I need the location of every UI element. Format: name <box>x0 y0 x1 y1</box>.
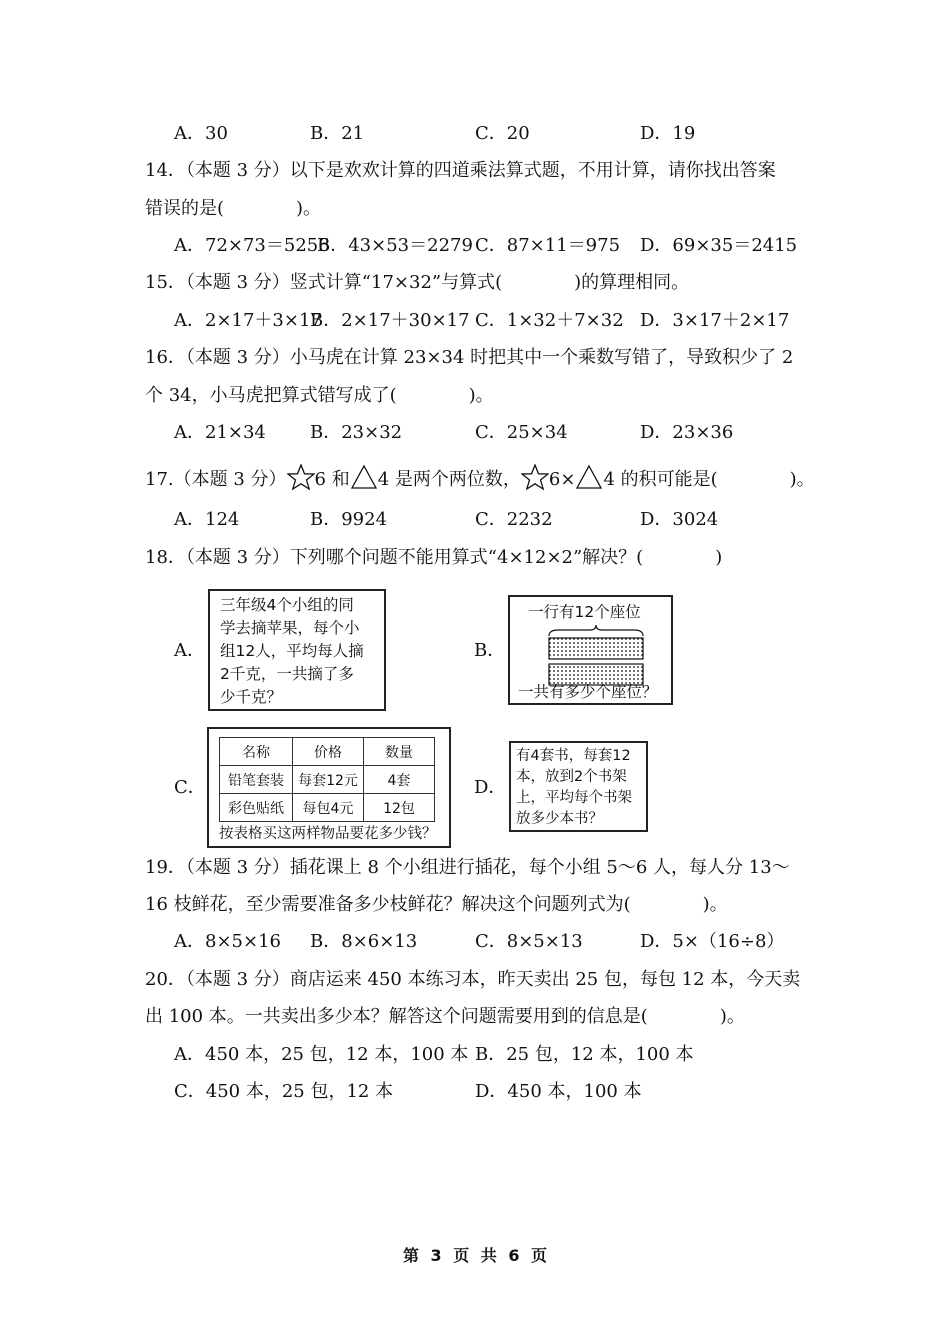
q17-part2: 4 是两个两位数， <box>377 469 521 490</box>
q20-option-b: B．25 包，12 本，100 本 <box>475 1044 694 1065</box>
q15-stem: 15．（本题 3 分）竖式计算“17×32”与算式( )的算理相同。 <box>145 272 690 293</box>
triangle-icon <box>575 464 603 490</box>
table-cell: 每套12元 <box>293 766 364 794</box>
q15-option-d: D．3×17＋2×17 <box>640 310 790 331</box>
box-a-line: 少千克？ <box>220 688 283 706</box>
q14-option-c: C．87×11＝975 <box>475 235 621 256</box>
table-row <box>220 794 435 822</box>
q17-part1: 6 和 <box>314 469 350 490</box>
table-header-row <box>220 738 435 766</box>
price-table <box>219 737 435 822</box>
table-header: 数量 <box>364 738 435 766</box>
q18-box-b <box>508 595 673 705</box>
table-header: 价格 <box>293 738 364 766</box>
q13-option-d: D．19 <box>640 123 696 144</box>
q16-stem-line1: 16．（本题 3 分）小马虎在计算 23×34 时把其中一个乘数写错了，导致积少了 2 <box>145 347 794 368</box>
q17-stem <box>145 464 815 492</box>
q13-option-c: C．20 <box>475 123 530 144</box>
table-cell: 彩色贴纸 <box>220 794 293 822</box>
q18-label-b: B． <box>474 640 506 661</box>
brace-icon <box>548 624 644 638</box>
box-d-line: 放多少本书？ <box>516 811 603 827</box>
q14-stem-line2: 错误的是( )。 <box>145 198 322 219</box>
table-cell: 4套 <box>364 766 435 794</box>
q14-option-a: A．72×73＝5256 <box>174 235 330 256</box>
q19-option-b: B．8×6×13 <box>310 931 418 952</box>
q16-stem-line2: 个 34，小马虎把算式错写成了( )。 <box>145 385 494 406</box>
star-icon <box>521 464 549 490</box>
q19-stem-line2: 16 枝鲜花，至少需要准备多少枝鲜花？解决这个问题列式为( )。 <box>145 894 728 915</box>
box-a-line: 三年级4个小组的同 <box>220 596 354 614</box>
box-b-top-text: 一行有12个座位 <box>528 603 641 621</box>
q18-box-a <box>208 589 386 711</box>
q17-part4: 4 的积可能是( )。 <box>603 469 815 490</box>
q14-stem-line1: 14．（本题 3 分）以下是欢欢计算的四道乘法算式题，不用计算，请你找出答案 <box>145 160 776 181</box>
q18-label-a: A． <box>174 640 205 661</box>
q19-stem-line1: 19．（本题 3 分）插花课上 8 个小组进行插花，每个小组 5～6 人，每人分 13～ <box>145 857 790 878</box>
q20-option-d: D．450 本，100 本 <box>475 1081 642 1102</box>
q19-option-c: C．8×5×13 <box>475 931 583 952</box>
q17-part3: 6× <box>548 469 576 490</box>
box-c-caption: 按表格买这两样物品要花多少钱？ <box>219 826 437 842</box>
q18-label-c: C． <box>174 777 206 798</box>
q15-option-c: C．1×32＋7×32 <box>475 310 624 331</box>
q18-label-d: D． <box>474 777 507 798</box>
q17-option-b: B．9924 <box>310 509 388 530</box>
q17-option-d: D．3024 <box>640 509 719 530</box>
table-header: 名称 <box>220 738 293 766</box>
q15-option-a: A．2×17＋3×17 <box>174 310 322 331</box>
q13-option-a: A．30 <box>174 123 228 144</box>
table-cell: 铅笔套装 <box>220 766 293 794</box>
q18-stem: 18．（本题 3 分）下列哪个问题不能用算式“4×12×2”解决？( ) <box>145 547 723 568</box>
q16-option-d: D．23×36 <box>640 422 734 443</box>
q20-stem-line1: 20．（本题 3 分）商店运来 450 本练习本，昨天卖出 25 包，每包 12 本，今天卖 <box>145 969 801 990</box>
box-a-line: 学去摘苹果，每个小 <box>220 619 360 637</box>
box-a-line: 2千克，一共摘了多 <box>220 665 354 683</box>
q13-option-b: B．21 <box>310 123 365 144</box>
q20-stem-line2: 出 100 本。一共卖出多少本？解答这个问题需要用到的信息是( )。 <box>145 1006 745 1027</box>
q20-option-c: C．450 本，25 包，12 本 <box>174 1081 394 1102</box>
triangle-icon <box>350 464 378 490</box>
q18-box-c <box>207 727 451 848</box>
q14-option-d: D．69×35＝2415 <box>640 235 798 256</box>
q16-option-b: B．23×32 <box>310 422 403 443</box>
box-d-line: 本，放到2个书架 <box>516 769 627 785</box>
q16-option-c: C．25×34 <box>475 422 568 443</box>
q14-option-b: B．43×53＝2279 <box>317 235 473 256</box>
q17-option-c: C．2232 <box>475 509 553 530</box>
table-row <box>220 766 435 794</box>
table-cell: 每包4元 <box>293 794 364 822</box>
q20-option-a: A．450 本，25 包，12 本，100 本 <box>174 1044 469 1065</box>
q17-option-a: A．124 <box>174 509 240 530</box>
box-b-bottom-text: 一共有多少个座位？ <box>518 683 658 701</box>
box-d-line: 有4套书，每套12 <box>516 748 631 764</box>
q19-option-a: A．8×5×16 <box>174 931 281 952</box>
table-cell: 12包 <box>364 794 435 822</box>
box-a-line: 组12人，平均每人摘 <box>220 642 364 660</box>
star-icon <box>287 464 315 490</box>
box-d-line: 上，平均每个书架 <box>516 790 632 806</box>
q19-option-d: D．5×（16÷8） <box>640 931 785 952</box>
page-footer: 第 3 页 共 6 页 <box>402 1246 548 1265</box>
q16-option-a: A．21×34 <box>174 422 266 443</box>
q17-prefix: 17.（本题 3 分） <box>145 469 287 490</box>
q18-box-d <box>509 741 648 832</box>
q15-option-b: B．2×17＋30×17 <box>310 310 470 331</box>
